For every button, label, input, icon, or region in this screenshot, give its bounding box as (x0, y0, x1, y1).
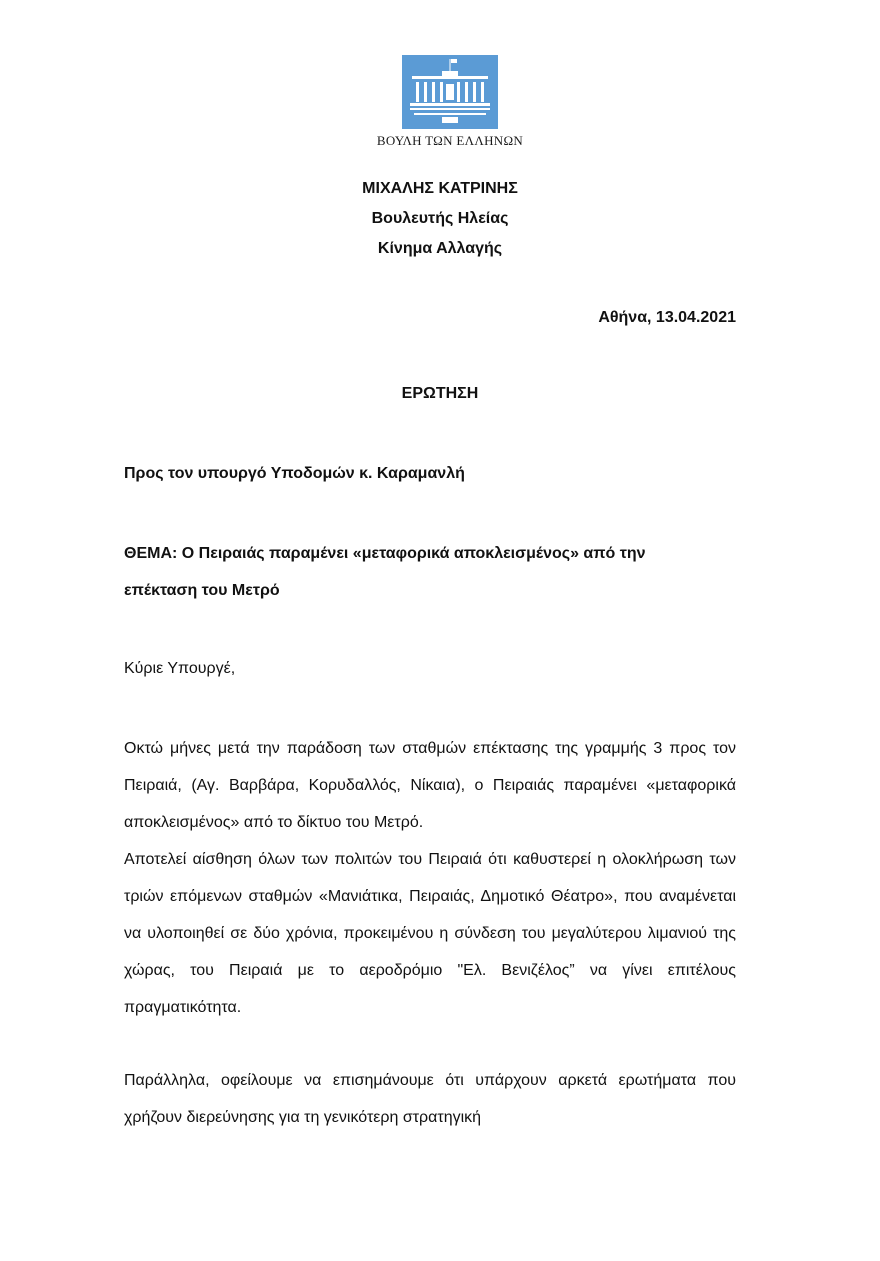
salutation: Κύριε Υπουργέ, (124, 660, 236, 677)
body-paragraph-2: Αποτελεί αίσθηση όλων των πολιτών του Πειραιά ότι καθυστερεί η ολοκλήρωση των τριών επόμενων σταθμών «Μανιάτικα, Πειραιάς, Δημοτικό Θέατρο», που αναμένεται να υλοποιηθεί σε δύο χρόνια, προκειμένου η σύνδεση του μεγαλύτερου λιμανιού της χώρας, του Πειραιά με το αεροδρόμιο "Ελ. Βενιζέλος” να γίνει επιτέλους πραγματικότητα. (124, 851, 736, 1016)
body-paragraph-3: Παράλληλα, οφείλουμε να επισημάνουμε ότι υπάρχουν αρκετά ερωτήματα που χρήζουν διερεύνησης για τη γενικότερη στρατηγική (124, 1072, 736, 1126)
author-party: Κίνημα Αλλαγής (377, 240, 503, 257)
parliament-building-icon (402, 55, 498, 129)
subject-line-2: επέκταση του Μετρό (124, 582, 280, 599)
recipient-line: Προς τον υπουργό Υποδομών κ. Καραμανλή (124, 465, 465, 482)
author-role: Βουλευτής Ηλείας (371, 210, 509, 227)
place-date: Αθήνα, 13.04.2021 (598, 309, 736, 326)
subject-line-1: ΘΕΜΑ: Ο Πειραιάς παραμένει «μεταφορικά αποκλεισμένος» από την (124, 545, 646, 562)
parliament-caption: ΒΟΥΛΗ ΤΩΝ ΕΛΛΗΝΩΝ (376, 133, 524, 148)
body-paragraph-1: Οκτώ μήνες μετά την παράδοση των σταθμών επέκτασης της γραμμής 3 προς τον Πειραιά, (Αγ. Βαρβάρα, Κορυδαλλός, Νίκαια), ο Πειραιάς παραμένει «μεταφορικά αποκλεισμένος» από το δίκτυο του Μετρό. (124, 740, 736, 831)
author-name: ΜΙΧΑΛΗΣ ΚΑΤΡΙΝΗΣ (362, 180, 518, 197)
document-type-heading: ΕΡΩΤΗΣΗ (401, 385, 479, 402)
